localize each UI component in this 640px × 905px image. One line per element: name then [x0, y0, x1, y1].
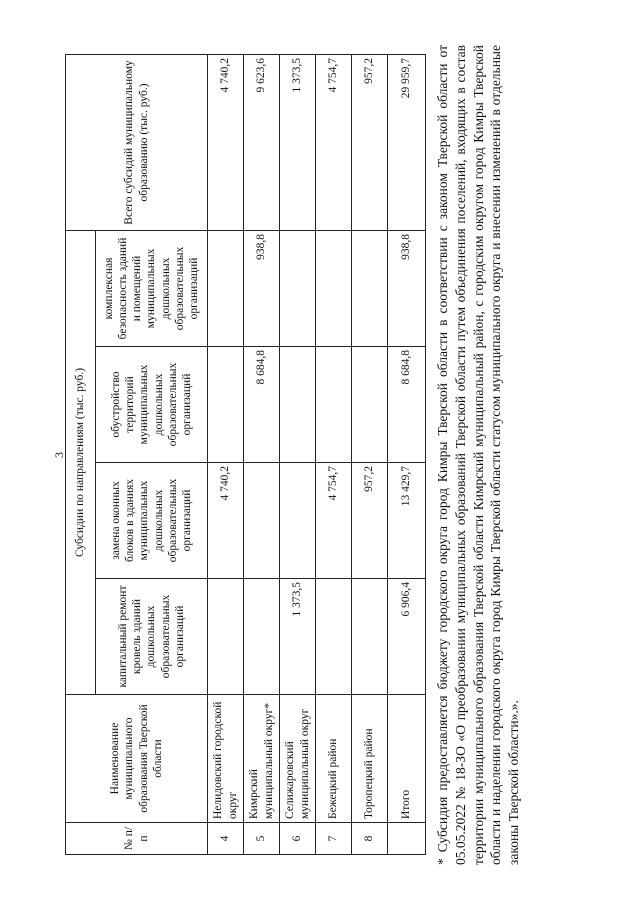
table-row	[280, 54, 316, 854]
table-row	[352, 54, 388, 854]
row-c4: 938,8	[244, 230, 280, 346]
totals-c4: 938,8	[388, 230, 426, 346]
row-num: 6	[280, 823, 316, 855]
page-number: 3	[52, 452, 66, 458]
row-c3	[208, 347, 244, 463]
header-col-1: капитальный ремонт кровель зданий дошкольных образовательных организаций	[96, 579, 208, 695]
row-c3	[280, 347, 316, 463]
row-c1	[316, 579, 352, 695]
row-c2: 4 754,7	[316, 463, 352, 579]
row-c2: 957,2	[352, 463, 388, 579]
table-row	[208, 54, 244, 854]
row-total: 1 373,5	[280, 54, 316, 230]
row-c4	[208, 230, 244, 346]
row-total: 957,2	[352, 54, 388, 230]
row-num: 5	[244, 823, 280, 855]
subsidy-table	[65, 54, 426, 855]
row-name: Торопецкий район	[352, 695, 388, 823]
row-num: 8	[352, 823, 388, 855]
row-total: 4 740,2	[208, 54, 244, 230]
row-c2: 4 740,2	[208, 463, 244, 579]
header-group: Субсидии по направлениям (тыс. руб.)	[66, 230, 96, 694]
totals-c3: 8 684,8	[388, 347, 426, 463]
row-num: 7	[316, 823, 352, 855]
header-col-4: комплексная безопасность зданий и помещений муниципальных дошкольных образовательных организаций	[96, 230, 208, 346]
header-num: № п/п	[66, 823, 208, 855]
header-name: Наименование муниципального образования Тверской области	[66, 695, 208, 823]
totals-c2: 13 429,7	[388, 463, 426, 579]
row-name: Селижаровский муниципальный округ	[280, 695, 316, 823]
row-c3	[352, 347, 388, 463]
table-row	[244, 54, 280, 854]
totals-c1: 6 906,4	[388, 579, 426, 695]
row-c1	[208, 579, 244, 695]
totals-total: 29 959,7	[388, 54, 426, 230]
table-row	[316, 54, 352, 854]
row-c2	[280, 463, 316, 579]
footnote: * Субсидия предоставляется бюджету городского округа город Кимры Тверской области в соответствии с законом Тверской области от 05.05.2022 № 18-ЗО «О преобразовании муниципальных образований Тверской области путем объединения поселений, входящих в состав территории муниципального образования Тверской области Кимрский муниципальный район, с городским округом город Кимры Тверской области и наделении городского округа город Кимры Тверской области статусом муниципального округа и внесении изменений в отдельные законы Тверской области».».	[435, 45, 522, 865]
rotated-content	[65, 30, 522, 865]
row-c2	[244, 463, 280, 579]
row-c4	[352, 230, 388, 346]
header-col-3: обустройство территорий муниципальных дошкольных образовательных организаций	[96, 347, 208, 463]
row-num: 4	[208, 823, 244, 855]
row-c1: 1 373,5	[280, 579, 316, 695]
row-c3: 8 684,8	[244, 347, 280, 463]
row-total: 9 623,6	[244, 54, 280, 230]
totals-num-cell	[388, 823, 426, 855]
header-col-2: замена оконных блоков в зданиях муниципальных дошкольных образовательных организаций	[96, 463, 208, 579]
header-total: Всего субсидий муниципальному образованию (тыс. руб.)	[66, 54, 208, 230]
row-total: 4 754,7	[316, 54, 352, 230]
row-c1	[244, 579, 280, 695]
row-name: Бежецкий район	[316, 695, 352, 823]
row-name: Кимрский муниципальный округ*	[244, 695, 280, 823]
row-c1	[352, 579, 388, 695]
totals-label: Итого	[388, 695, 426, 823]
row-c4	[316, 230, 352, 346]
row-c3	[316, 347, 352, 463]
row-c4	[280, 230, 316, 346]
row-name: Нелидовский городской округ	[208, 695, 244, 823]
totals-row	[388, 54, 426, 854]
